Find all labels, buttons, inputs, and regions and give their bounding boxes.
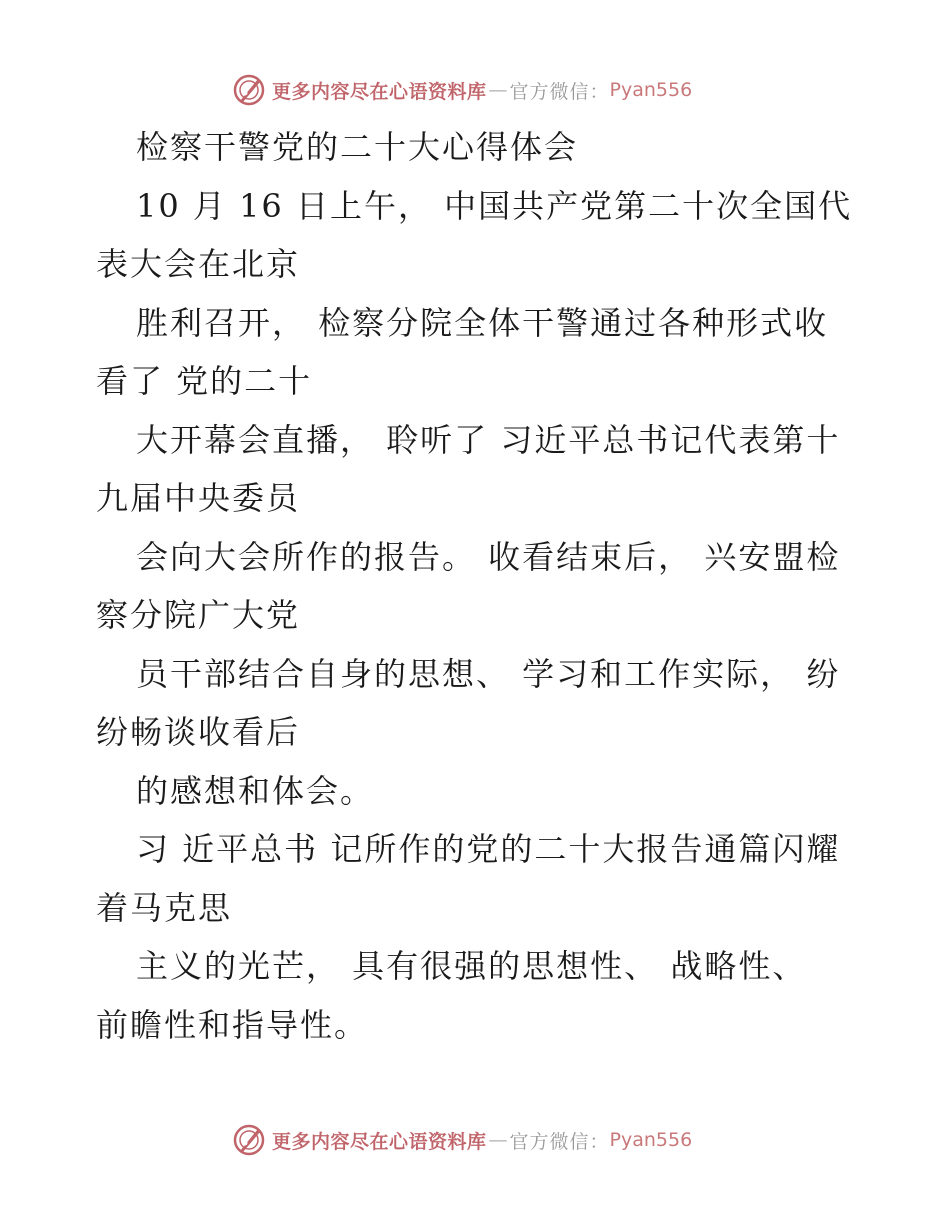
quill-logo-icon [232, 1123, 266, 1157]
watermark-wechat-id: Pyan556 [609, 1129, 693, 1151]
watermark-main-text: 更多内容尽在心语资料库 [272, 1130, 487, 1153]
paragraph-line: 看了 党的二十 [96, 362, 313, 400]
paragraph-line: 的感想和体会。 [136, 771, 375, 810]
document-title: 检察干警党的二十大心得体会 [136, 128, 579, 166]
header-watermark [232, 70, 692, 110]
watermark-dash: — [488, 1129, 508, 1151]
paragraph-line: 前瞻性和指导性。 [96, 1005, 369, 1044]
document-body [96, 118, 856, 1054]
paragraph-line: 习 近平总书 记所作的党的二十大报告通篇闪耀 [136, 830, 841, 868]
paragraph-line: 员干部结合自身的思想、 学习和工作实际， 纷 [136, 654, 841, 693]
watermark-main-text: 更多内容尽在心语资料库 [272, 80, 487, 103]
paragraph-line: 察分院广大党 [96, 596, 301, 634]
paragraph-line: 胜利召开， 检察分院全体干警通过各种形式收 [136, 303, 829, 342]
quill-logo-icon [232, 73, 266, 107]
paragraph-line: 大开幕会直播， 聆听了 习近平总书记代表第十 [136, 420, 841, 459]
paragraph-line: 主义的光芒， 具有很强的思想性、 战略性、 [136, 947, 807, 985]
paragraph-line: 表大会在北京 [96, 245, 301, 283]
paragraph-line: 九届中央委员 [96, 479, 301, 517]
watermark-wechat-label: 官方微信： [509, 1130, 610, 1153]
paragraph-line: 着马克思 [96, 888, 233, 927]
watermark-dash: — [488, 79, 508, 101]
paragraph-line: 会向大会所作的报告。 收看结束后， 兴安盟检 [136, 537, 841, 576]
paragraph-line: 纷畅谈收看后 [96, 713, 301, 751]
watermark-wechat-id: Pyan556 [609, 79, 693, 101]
paragraph-line: 10 月 16 日上午， 中国共产党第二十次全国代 [136, 186, 853, 225]
watermark-wechat-label: 官方微信： [509, 80, 610, 103]
footer-watermark [232, 1120, 692, 1160]
